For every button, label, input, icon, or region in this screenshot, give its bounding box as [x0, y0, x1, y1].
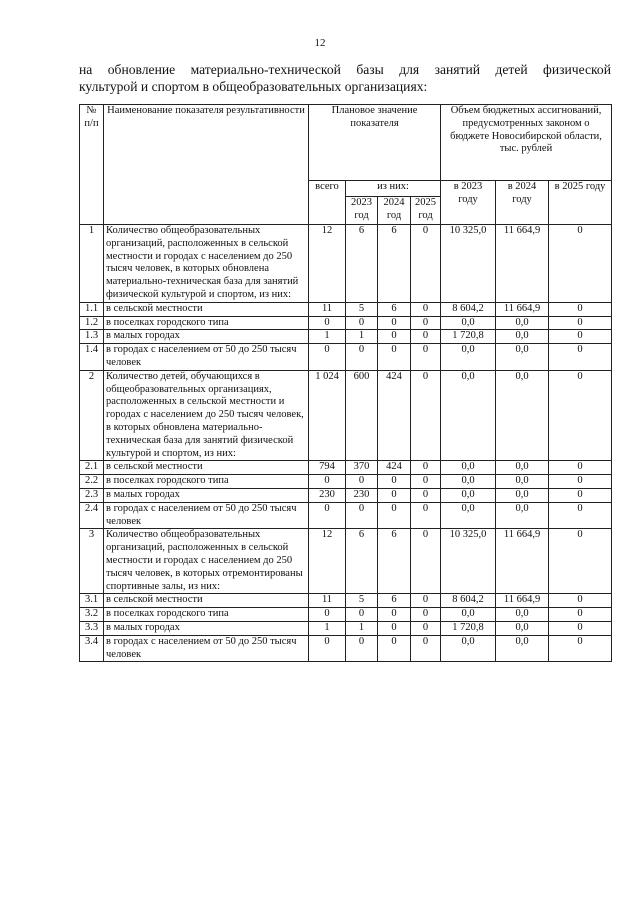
header-year-2024: 2024 год: [378, 197, 411, 225]
cell-num: 2.2: [80, 475, 104, 489]
table-row: [80, 594, 612, 608]
header-of-which: из них:: [346, 181, 441, 197]
page-number: 12: [314, 37, 326, 49]
cell-y2023: 1: [346, 621, 378, 635]
cell-total: 0: [309, 635, 346, 662]
cell-y2025: 0: [411, 330, 441, 344]
cell-b2023: 0,0: [441, 475, 496, 489]
cell-num: 3.1: [80, 594, 104, 608]
cell-y2025: 0: [411, 529, 441, 594]
cell-y2025: 0: [411, 635, 441, 662]
cell-y2024: 0: [378, 635, 411, 662]
cell-b2024: 0,0: [496, 316, 549, 330]
table-row: [80, 635, 612, 662]
cell-total: 11: [309, 302, 346, 316]
cell-y2025: 0: [411, 302, 441, 316]
cell-total: 230: [309, 488, 346, 502]
cell-num: 2.4: [80, 502, 104, 529]
table-row: [80, 344, 612, 371]
cell-name: в городах с населением от 50 до 250 тысяч человек: [104, 344, 309, 371]
cell-name: Количество общеобразовательных организаций, расположенных в сельской местности и городах с населением до 250 тысяч человек, в которых обновлена материально-техническая база для занятий физической культурой и спортом, из них:: [104, 225, 309, 303]
cell-b2025: 0: [549, 475, 612, 489]
cell-y2025: 0: [411, 594, 441, 608]
header-planned: Плановое значение показателя: [309, 105, 441, 181]
cell-y2023: 600: [346, 370, 378, 461]
intro-line-1: на обновление материально-технической базы для занятий детей физической: [79, 62, 611, 77]
cell-b2023: 1 720,8: [441, 621, 496, 635]
cell-total: 0: [309, 502, 346, 529]
cell-b2025: 0: [549, 608, 612, 622]
cell-y2025: 0: [411, 370, 441, 461]
header-name: Наименование показателя результативности: [104, 105, 309, 225]
header-budget-2024: в 2024 году: [496, 181, 549, 225]
cell-y2024: 0: [378, 621, 411, 635]
table-row: [80, 461, 612, 475]
cell-y2024: 6: [378, 529, 411, 594]
cell-b2025: 0: [549, 461, 612, 475]
cell-name: в сельской местности: [104, 461, 309, 475]
cell-y2024: 0: [378, 344, 411, 371]
cell-y2023: 0: [346, 316, 378, 330]
cell-b2025: 0: [549, 502, 612, 529]
cell-b2024: 0,0: [496, 330, 549, 344]
cell-name: в поселках городского типа: [104, 608, 309, 622]
cell-name: в поселках городского типа: [104, 475, 309, 489]
cell-b2023: 0,0: [441, 316, 496, 330]
header-budget: Объем бюджетных ассигнований, предусмотренных законом о бюджете Новосибирской области, тыс. рублей: [441, 105, 612, 181]
cell-b2023: 1 720,8: [441, 330, 496, 344]
cell-total: 11: [309, 594, 346, 608]
cell-y2024: 424: [378, 370, 411, 461]
cell-y2025: 0: [411, 225, 441, 303]
cell-y2023: 370: [346, 461, 378, 475]
cell-b2023: 0,0: [441, 344, 496, 371]
cell-y2024: 0: [378, 330, 411, 344]
cell-b2025: 0: [549, 225, 612, 303]
cell-y2023: 0: [346, 502, 378, 529]
table-row: [80, 502, 612, 529]
cell-b2025: 0: [549, 344, 612, 371]
header-budget-2023: в 2023 году: [441, 181, 496, 225]
cell-y2024: 0: [378, 316, 411, 330]
intro-paragraph: [79, 61, 611, 95]
cell-y2023: 0: [346, 344, 378, 371]
cell-y2024: 6: [378, 594, 411, 608]
header-total: всего: [309, 181, 346, 225]
cell-y2023: 1: [346, 330, 378, 344]
cell-total: 1: [309, 330, 346, 344]
cell-b2025: 0: [549, 529, 612, 594]
table-row: [80, 621, 612, 635]
cell-y2023: 0: [346, 475, 378, 489]
cell-b2024: 0,0: [496, 461, 549, 475]
cell-y2025: 0: [411, 621, 441, 635]
cell-b2025: 0: [549, 635, 612, 662]
cell-y2024: 6: [378, 225, 411, 303]
cell-num: 3: [80, 529, 104, 594]
cell-total: 1: [309, 621, 346, 635]
cell-y2024: 0: [378, 608, 411, 622]
table-row: [80, 330, 612, 344]
cell-num: 3.2: [80, 608, 104, 622]
cell-name: в сельской местности: [104, 302, 309, 316]
cell-name: в поселках городского типа: [104, 316, 309, 330]
cell-name: в городах с населением от 50 до 250 тысяч человек: [104, 635, 309, 662]
cell-num: 2.3: [80, 488, 104, 502]
table-row: [80, 608, 612, 622]
cell-b2025: 0: [549, 488, 612, 502]
cell-b2024: 11 664,9: [496, 594, 549, 608]
cell-y2025: 0: [411, 461, 441, 475]
cell-total: 12: [309, 225, 346, 303]
cell-b2024: 11 664,9: [496, 302, 549, 316]
cell-num: 1.1: [80, 302, 104, 316]
header-budget-2025: в 2025 году: [549, 181, 612, 225]
cell-y2024: 6: [378, 302, 411, 316]
cell-b2024: 11 664,9: [496, 225, 549, 303]
cell-name: Количество детей, обучающихся в общеобразовательных организациях, расположенных в сельской местности и городах с населением до 250 тысяч человек, в которых обновлена материально-техническая база для занятий физической культурой и спортом, из них:: [104, 370, 309, 461]
cell-b2025: 0: [549, 370, 612, 461]
cell-b2024: 0,0: [496, 370, 549, 461]
cell-b2025: 0: [549, 594, 612, 608]
cell-b2024: 0,0: [496, 608, 549, 622]
cell-y2023: 0: [346, 635, 378, 662]
cell-y2025: 0: [411, 316, 441, 330]
cell-num: 1: [80, 225, 104, 303]
table-row: [80, 529, 612, 594]
cell-b2023: 0,0: [441, 502, 496, 529]
cell-num: 3.3: [80, 621, 104, 635]
cell-y2023: 5: [346, 302, 378, 316]
header-num: № п/п: [80, 105, 104, 225]
cell-y2023: 0: [346, 608, 378, 622]
indicators-table: [79, 104, 612, 662]
cell-total: 794: [309, 461, 346, 475]
intro-line-2: культурой и спортом в общеобразовательных организациях:: [79, 79, 428, 94]
cell-b2023: 10 325,0: [441, 225, 496, 303]
cell-b2023: 0,0: [441, 461, 496, 475]
cell-total: 0: [309, 608, 346, 622]
table-row: [80, 302, 612, 316]
cell-b2025: 0: [549, 330, 612, 344]
cell-total: 0: [309, 344, 346, 371]
cell-b2024: 0,0: [496, 488, 549, 502]
cell-b2023: 0,0: [441, 370, 496, 461]
cell-y2023: 230: [346, 488, 378, 502]
cell-y2023: 6: [346, 225, 378, 303]
cell-y2025: 0: [411, 608, 441, 622]
cell-b2024: 0,0: [496, 635, 549, 662]
cell-num: 1.3: [80, 330, 104, 344]
cell-y2023: 5: [346, 594, 378, 608]
table-row: [80, 316, 612, 330]
cell-y2024: 0: [378, 488, 411, 502]
cell-name: в городах с населением от 50 до 250 тысяч человек: [104, 502, 309, 529]
cell-b2024: 0,0: [496, 502, 549, 529]
cell-b2023: 8 604,2: [441, 302, 496, 316]
cell-b2024: 0,0: [496, 344, 549, 371]
cell-b2025: 0: [549, 302, 612, 316]
cell-total: 1 024: [309, 370, 346, 461]
header-year-2025: 2025 год: [411, 197, 441, 225]
cell-num: 2: [80, 370, 104, 461]
cell-name: в сельской местности: [104, 594, 309, 608]
header-year-2023: 2023 год: [346, 197, 378, 225]
cell-total: 0: [309, 475, 346, 489]
cell-num: 1.4: [80, 344, 104, 371]
cell-y2025: 0: [411, 475, 441, 489]
cell-b2024: 0,0: [496, 475, 549, 489]
table-body: [80, 225, 612, 662]
table-row: [80, 475, 612, 489]
cell-b2024: 11 664,9: [496, 529, 549, 594]
cell-b2023: 0,0: [441, 488, 496, 502]
table-row: [80, 488, 612, 502]
cell-b2023: 0,0: [441, 608, 496, 622]
cell-b2025: 0: [549, 621, 612, 635]
cell-total: 0: [309, 316, 346, 330]
cell-y2025: 0: [411, 502, 441, 529]
cell-b2023: 8 604,2: [441, 594, 496, 608]
cell-b2023: 10 325,0: [441, 529, 496, 594]
cell-y2025: 0: [411, 344, 441, 371]
cell-y2024: 424: [378, 461, 411, 475]
cell-num: 2.1: [80, 461, 104, 475]
cell-num: 3.4: [80, 635, 104, 662]
cell-name: в малых городах: [104, 488, 309, 502]
cell-y2024: 0: [378, 475, 411, 489]
cell-y2023: 6: [346, 529, 378, 594]
cell-name: в малых городах: [104, 621, 309, 635]
cell-b2024: 0,0: [496, 621, 549, 635]
cell-num: 1.2: [80, 316, 104, 330]
cell-b2025: 0: [549, 316, 612, 330]
cell-b2023: 0,0: [441, 635, 496, 662]
cell-name: в малых городах: [104, 330, 309, 344]
cell-y2025: 0: [411, 488, 441, 502]
table-row: [80, 370, 612, 461]
cell-name: Количество общеобразовательных организаций, расположенных в сельской местности и городах с населением до 250 тысяч человек, в которых отремонтированы спортивные залы, из них:: [104, 529, 309, 594]
cell-y2024: 0: [378, 502, 411, 529]
cell-total: 12: [309, 529, 346, 594]
table-row: [80, 225, 612, 303]
